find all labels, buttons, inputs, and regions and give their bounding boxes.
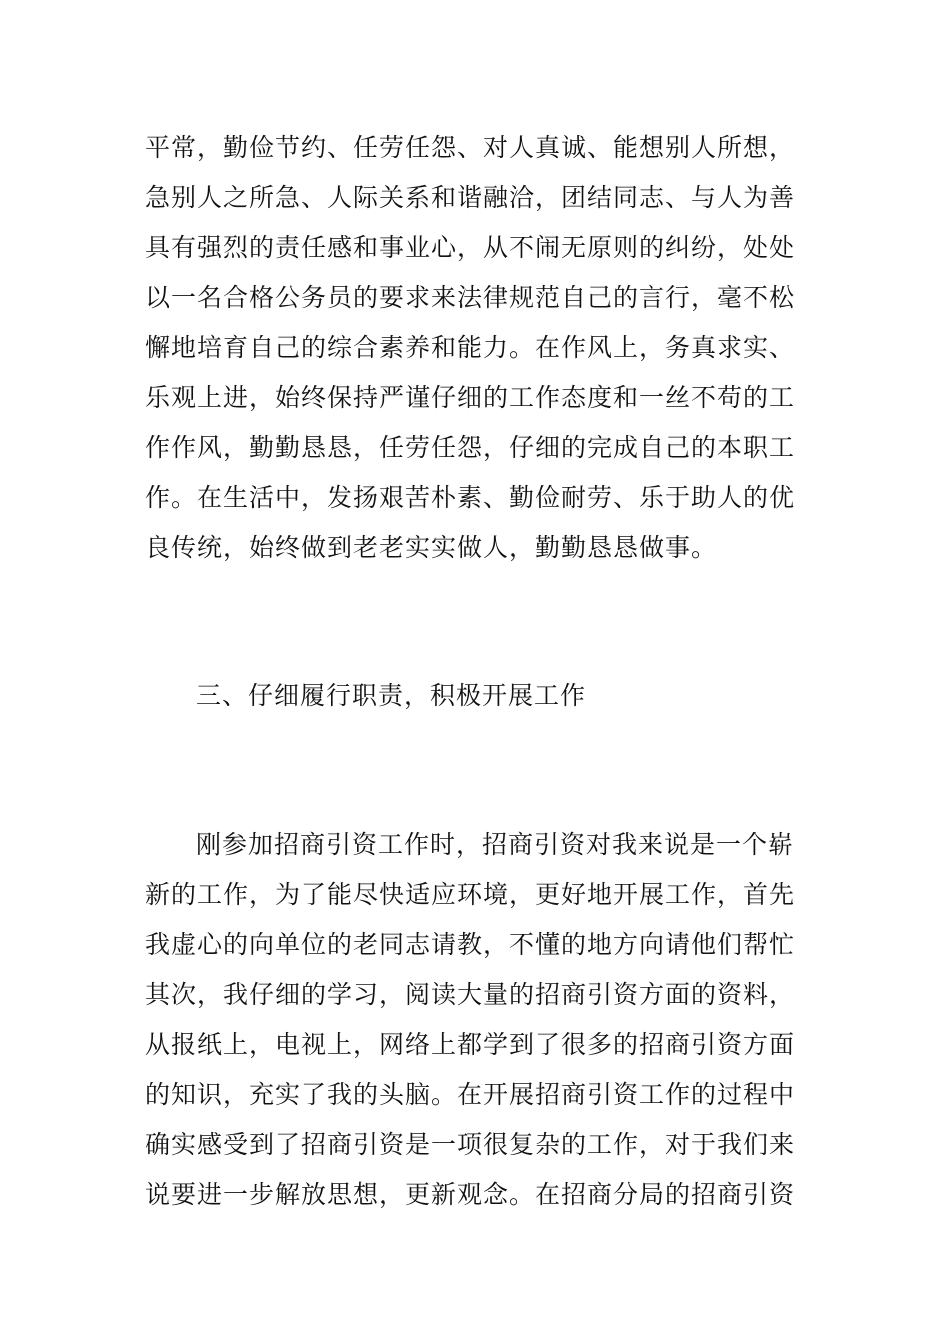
paragraph-line: 急别人之所急、人际关系和谐融洽，团结同志、与人为善 <box>145 183 796 212</box>
paragraph-line: 懈地培育自己的综合素养和能力。在作风上，务真求实、 <box>145 333 796 362</box>
paragraph-line: 以一名合格公务员的要求来法律规范自己的言行，毫不松 <box>145 283 796 312</box>
paragraph-line: 其次，我仔细的学习，阅读大量的招商引资方面的资料， <box>145 980 796 1009</box>
paragraph-line: 我虚心的向单位的老同志请教，不懂的地方向请他们帮忙 <box>145 930 796 959</box>
paragraph-line: 确实感受到了招商引资是一项很复杂的工作，对于我们来 <box>145 1130 796 1159</box>
paragraph-line: 新的工作，为了能尽快适应环境，更好地开展工作，首先 <box>145 880 796 909</box>
paragraph-line: 平常，勤俭节约、任劳任怨、对人真诚、能想别人所想， <box>145 133 796 162</box>
paragraph-line: 良传统，始终做到老老实实做人，勤勤恳恳做事。 <box>145 533 718 562</box>
paragraph-line: 说要进一步解放思想，更新观念。在招商分局的招商引资 <box>145 1180 796 1209</box>
paragraph-line: 从报纸上，电视上，网络上都学到了很多的招商引资方面 <box>145 1030 796 1059</box>
paragraph-line: 的知识，充实了我的头脑。在开展招商引资工作的过程中 <box>145 1080 796 1109</box>
paragraph-line: 作。在生活中，发扬艰苦朴素、勤俭耐劳、乐于助人的优 <box>145 483 796 512</box>
paragraph-line: 作作风，勤勤恳恳，任劳任怨，仔细的完成自己的本职工 <box>145 433 796 462</box>
paragraph-line: 具有强烈的责任感和事业心，从不闹无原则的纠纷，处处 <box>145 233 796 262</box>
section-heading: 三、仔细履行职责，积极开展工作 <box>196 681 587 710</box>
paragraph-line: 刚参加招商引资工作时，招商引资对我来说是一个崭 <box>196 830 795 859</box>
paragraph-line: 乐观上进，始终保持严谨仔细的工作态度和一丝不苟的工 <box>145 383 796 412</box>
